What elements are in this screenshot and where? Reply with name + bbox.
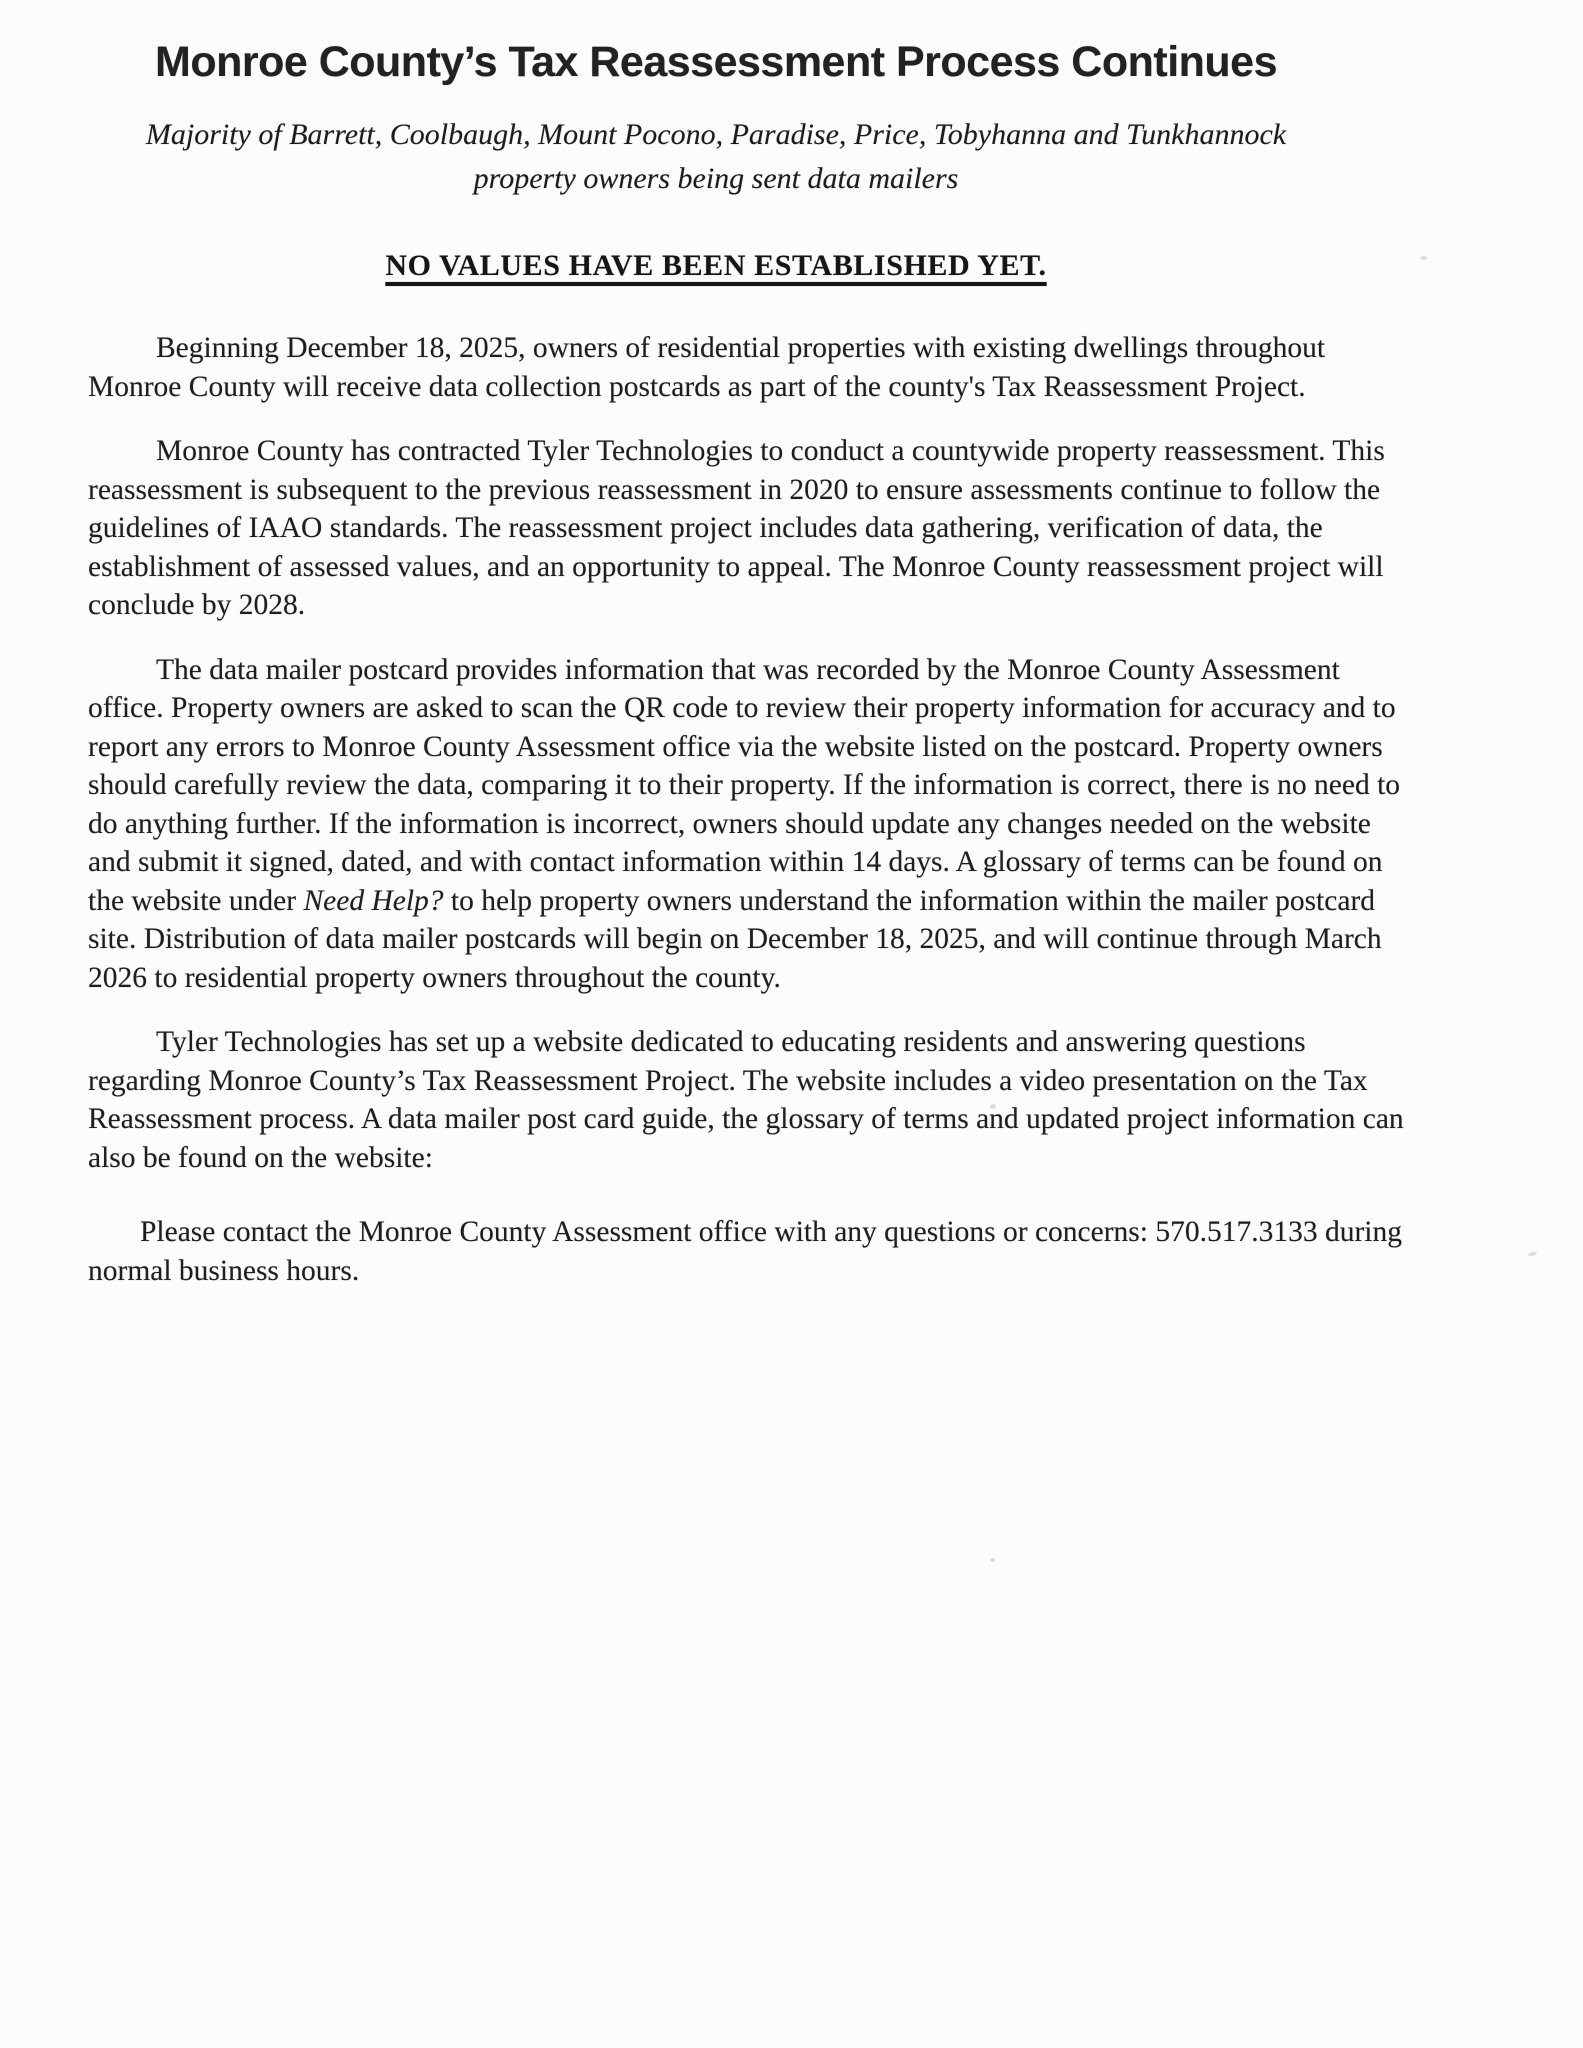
notice-heading: NO VALUES HAVE BEEN ESTABLISHED YET. bbox=[385, 249, 1047, 283]
document-body bbox=[88, 329, 1410, 1290]
scan-speck bbox=[990, 1104, 996, 1109]
document-subtitle bbox=[90, 113, 1342, 201]
paragraph-data-mailer-text-after: to help property owners understand the information within the mailer postcard site. Distribution of data mailer postcards will begin on December 18, 2025, and will continue through March 2026 to residential property owners throughout the county. bbox=[88, 884, 1382, 994]
document-title: Monroe County’s Tax Reassessment Process Continues bbox=[155, 38, 1277, 86]
need-help-italic-phrase: Need Help? bbox=[303, 884, 444, 917]
document-header bbox=[90, 38, 1342, 283]
paragraph-contact: Please contact the Monroe County Assessment office with any questions or concerns: 570.517.3133 during normal business hours. bbox=[88, 1216, 1403, 1287]
paragraph-website: Tyler Technologies has set up a website dedicated to educating residents and answering questions regarding Monroe County’s Tax Reassessment Project. The website includes a video presentation on the Tax Reassessment process. A data mailer post card guide, the glossary of terms and updated project information can also be found on the website: bbox=[88, 1026, 1404, 1174]
scan-speck bbox=[1528, 1251, 1538, 1258]
subtitle-line-1: Majority of Barrett, Coolbaugh, Mount Pocono, Paradise, Price, Tobyhanna and Tunkhannock bbox=[145, 118, 1287, 152]
paragraph-intro: Beginning December 18, 2025, owners of residential properties with existing dwellings throughout Monroe County will receive data collection postcards as part of the county's Tax Reassessment Project. bbox=[88, 332, 1326, 403]
scan-speck bbox=[1420, 256, 1427, 260]
paragraph-data-mailer bbox=[88, 651, 1410, 998]
scan-speck bbox=[990, 1558, 995, 1562]
paragraph-data-mailer-text-before: The data mailer postcard provides information that was recorded by the Monroe County Assessment office. Property owners are asked to scan the QR code to review their property information for accuracy and to report any errors to Monroe County Assessment office via the website listed on the postcard. Property owners should carefully review the data, comparing it to their property. If the information is correct, there is no need to do anything further. If the information is incorrect, owners should update any changes needed on the website and submit it signed, dated, and with contact information within 14 days. A glossary of terms can be found on the website under bbox=[88, 653, 1401, 917]
subtitle-line-2: property owners being sent data mailers bbox=[473, 162, 959, 196]
paragraph-contract: Monroe County has contracted Tyler Technologies to conduct a countywide property reassessment. This reassessment is subsequent to the previous reassessment in 2020 to ensure assessments continue to follow the guidelines of IAAO standards. The reassessment project includes data gathering, verification of data, the establishment of assessed values, and an opportunity to appeal. The Monroe County reassessment project will conclude by 2028. bbox=[88, 435, 1385, 622]
